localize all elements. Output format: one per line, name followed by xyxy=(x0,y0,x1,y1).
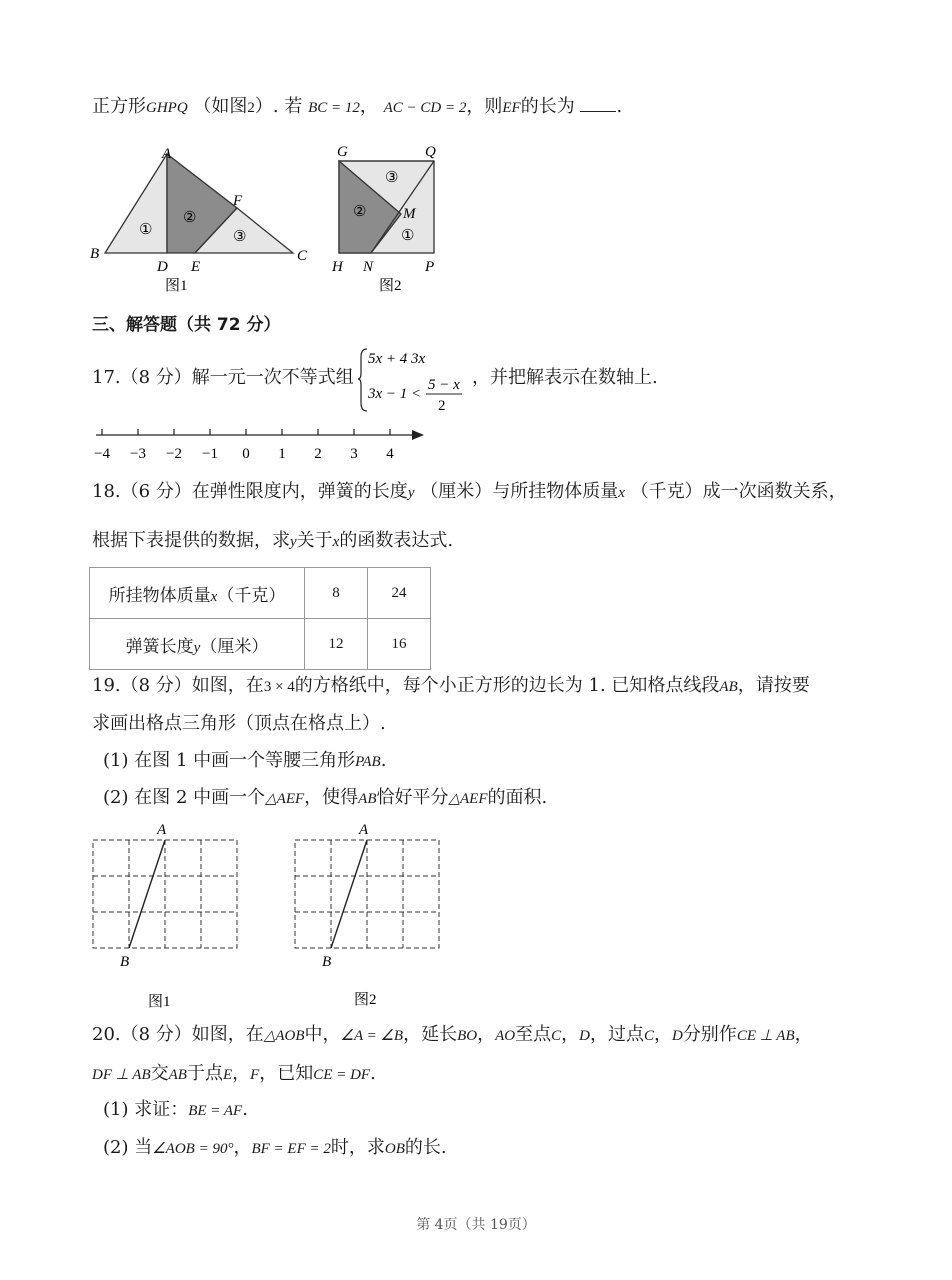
math: AO xyxy=(495,1028,516,1044)
math: x xyxy=(210,588,218,605)
text: ， xyxy=(561,1024,580,1045)
math: CE = DF xyxy=(313,1067,371,1083)
region-2-label: ② xyxy=(353,204,367,220)
math: D xyxy=(671,1028,683,1044)
tick-label: −2 xyxy=(166,446,182,462)
data-table xyxy=(89,567,431,670)
math: AB xyxy=(168,1067,187,1083)
label-A: A xyxy=(157,822,167,838)
math: AC − CD = 2 xyxy=(383,100,467,116)
text: 的长为 xyxy=(520,96,575,117)
math: F xyxy=(250,1067,260,1083)
page-footer: 第 4页（共 19页） xyxy=(416,1217,536,1233)
region-1-label: ① xyxy=(139,222,153,238)
math: BO xyxy=(457,1028,478,1044)
tick-label: 4 xyxy=(386,446,394,462)
text: ， xyxy=(477,1024,496,1045)
tick-label: 0 xyxy=(242,446,250,462)
q17-suffix: ，并把解表示在数轴上. xyxy=(472,367,658,388)
math: C xyxy=(643,1028,654,1044)
math: C xyxy=(551,1028,562,1044)
text: (2) 在图 2 中画一个 xyxy=(103,787,266,808)
text: (2) 当 xyxy=(103,1137,153,1158)
math: ∠A = ∠B xyxy=(340,1028,404,1044)
text: 的长. xyxy=(404,1137,447,1158)
text: ， xyxy=(233,1137,252,1158)
math: △AEF xyxy=(265,791,305,807)
text: 18.（6 分）在弹性限度内，弹簧的长度 xyxy=(92,481,408,502)
text: 交 xyxy=(150,1063,169,1084)
text: ， xyxy=(794,1024,813,1045)
label-B: B xyxy=(322,954,332,970)
q19-part-1 xyxy=(103,749,386,774)
text: ， xyxy=(359,96,378,117)
text: 于点 xyxy=(186,1063,223,1084)
text: ，请按要 xyxy=(737,675,810,696)
figure-2-square xyxy=(325,138,455,298)
grid-figure-2 xyxy=(290,818,450,1014)
math: x xyxy=(618,485,625,501)
math: BF = EF = 2 xyxy=(251,1141,331,1157)
text: 的面积. xyxy=(487,787,548,808)
answer-blank[interactable] xyxy=(580,93,616,112)
cell-text: （厘米） xyxy=(200,636,269,657)
q19-part-2 xyxy=(103,786,547,811)
text: . xyxy=(242,1099,248,1120)
math: DF ⊥ AB xyxy=(92,1067,151,1083)
q17-prefix: 17.（8 分）解一元一次不等式组 xyxy=(92,367,354,388)
text: ）. 若 xyxy=(254,96,303,117)
text: . xyxy=(380,750,387,771)
label-D: D xyxy=(157,259,168,275)
math: AB xyxy=(358,791,377,807)
math: OB xyxy=(384,1141,405,1157)
text: (1) 求证： xyxy=(103,1099,189,1120)
text: 正方形 xyxy=(92,96,146,117)
cell-text: 弹簧长度 xyxy=(125,636,194,657)
text: ，过点 xyxy=(589,1024,644,1045)
text: ，已知 xyxy=(259,1063,314,1084)
math: 3 × 4 xyxy=(263,679,295,695)
cell-text: （千克） xyxy=(217,585,286,606)
fraction-denominator: 2 xyxy=(438,398,446,413)
table-cell: 16 xyxy=(368,619,431,670)
math: GHPQ xyxy=(146,100,188,116)
label-H: H xyxy=(332,259,343,275)
math: CE ⊥ AB xyxy=(736,1028,795,1044)
figure-2-caption: 图2 xyxy=(379,278,402,294)
label-Q: Q xyxy=(425,144,436,160)
text: 根据下表提供的数据，求 xyxy=(92,530,290,551)
label-A: A xyxy=(359,822,369,838)
section-heading: 三、解答题（共 72 分） xyxy=(92,315,281,335)
figure-1-triangle xyxy=(85,138,325,298)
arrow-icon xyxy=(412,430,424,440)
math: x xyxy=(332,534,340,550)
text: （千克）成一次函数关系， xyxy=(630,481,847,502)
q16-tail-line xyxy=(92,93,622,120)
q20-line-2 xyxy=(92,1062,376,1087)
q20-part-1 xyxy=(103,1098,248,1123)
text: 分别作 xyxy=(682,1024,737,1045)
q20-part-2 xyxy=(103,1136,447,1161)
q17-inequality-system xyxy=(358,345,470,413)
label-A: A xyxy=(162,146,172,162)
math: 2 xyxy=(247,100,255,116)
cell-text: 所挂物体质量 xyxy=(108,585,211,606)
region-3-label: ③ xyxy=(233,229,247,245)
math: D xyxy=(579,1028,590,1044)
tick-label: −3 xyxy=(130,446,146,462)
grid-figure-1-caption: 图1 xyxy=(148,994,171,1010)
fraction-numerator: 5 − x xyxy=(428,377,460,393)
text: . xyxy=(370,1063,376,1084)
q19-line-2: 求画出格点三角形（顶点在格点上）. xyxy=(92,713,386,734)
text: （厘米）与所挂物体质量 xyxy=(420,481,619,502)
table-cell: 24 xyxy=(368,568,431,619)
q20-line-1 xyxy=(92,1023,813,1048)
text: 中， xyxy=(304,1024,341,1045)
text: 时，求 xyxy=(330,1137,385,1158)
text: ， xyxy=(232,1063,251,1084)
text: . xyxy=(616,96,623,117)
tick-label: 3 xyxy=(350,446,358,462)
figure-1-caption: 图1 xyxy=(165,278,188,294)
label-P: P xyxy=(425,259,435,275)
region-3-label: ③ xyxy=(385,170,399,186)
table-cell xyxy=(90,619,305,670)
text: ，使得 xyxy=(304,787,359,808)
grid-figure-1 xyxy=(88,818,248,1014)
text: 19.（8 分）如图，在 xyxy=(92,675,264,696)
math: EF xyxy=(502,100,521,116)
text: 的函数表达式. xyxy=(339,530,454,551)
label-N: N xyxy=(363,259,374,275)
text: 至点 xyxy=(515,1024,552,1045)
text: ，延长 xyxy=(403,1024,458,1045)
label-G: G xyxy=(337,144,348,160)
grid-figure-2-caption: 图2 xyxy=(354,992,377,1008)
left-brace xyxy=(358,349,367,411)
q19-line-1 xyxy=(92,674,810,699)
tick-label: 1 xyxy=(278,446,286,462)
text: ， xyxy=(653,1024,672,1045)
math: E xyxy=(222,1067,233,1083)
inequality-row-1: 5x + 4 3x xyxy=(368,351,426,367)
q18-line-1 xyxy=(92,480,847,505)
table-cell: 8 xyxy=(305,568,368,619)
math: y xyxy=(407,485,415,501)
math: △AEF xyxy=(448,791,488,807)
table-cell xyxy=(90,568,305,619)
tick-label: −4 xyxy=(94,446,110,462)
math: AB xyxy=(719,679,738,695)
region-1-label: ① xyxy=(401,228,415,244)
label-F: F xyxy=(233,193,243,209)
region-2-label: ② xyxy=(183,210,197,226)
inequality-row-2: 3x − 1 < xyxy=(368,386,422,402)
segment-AB[interactable] xyxy=(129,840,165,948)
text: 关于 xyxy=(296,530,333,551)
math: ∠AOB = 90° xyxy=(152,1141,234,1157)
table-row xyxy=(90,619,431,670)
label-M: M xyxy=(403,206,416,222)
text: 20.（8 分）如图，在 xyxy=(92,1024,264,1045)
number-line xyxy=(88,422,433,466)
text: ，则 xyxy=(466,96,503,117)
label-B: B xyxy=(120,954,130,970)
text: 恰好平分 xyxy=(376,787,449,808)
text: (1) 在图 1 中画一个等腰三角形 xyxy=(103,750,356,771)
math: BC = 12 xyxy=(308,100,360,116)
table-row xyxy=(90,568,431,619)
math: y xyxy=(193,639,201,656)
segment-AB[interactable] xyxy=(331,840,367,948)
math: △AOB xyxy=(263,1028,305,1044)
text: （如图 xyxy=(193,96,248,117)
tick-label: −1 xyxy=(202,446,218,462)
math: BE = AF xyxy=(188,1103,243,1119)
label-C: C xyxy=(297,248,308,264)
region-1 xyxy=(105,154,167,253)
label-B: B xyxy=(90,246,100,262)
tick-label: 2 xyxy=(314,446,322,462)
q18-line-2 xyxy=(92,529,453,554)
math: y xyxy=(290,534,297,550)
table-cell: 12 xyxy=(305,619,368,670)
text: 的方格纸中，每个小正方形的边长为 1. 已知格点线段 xyxy=(294,675,720,696)
label-E: E xyxy=(191,259,201,275)
math: PAB xyxy=(355,754,381,770)
